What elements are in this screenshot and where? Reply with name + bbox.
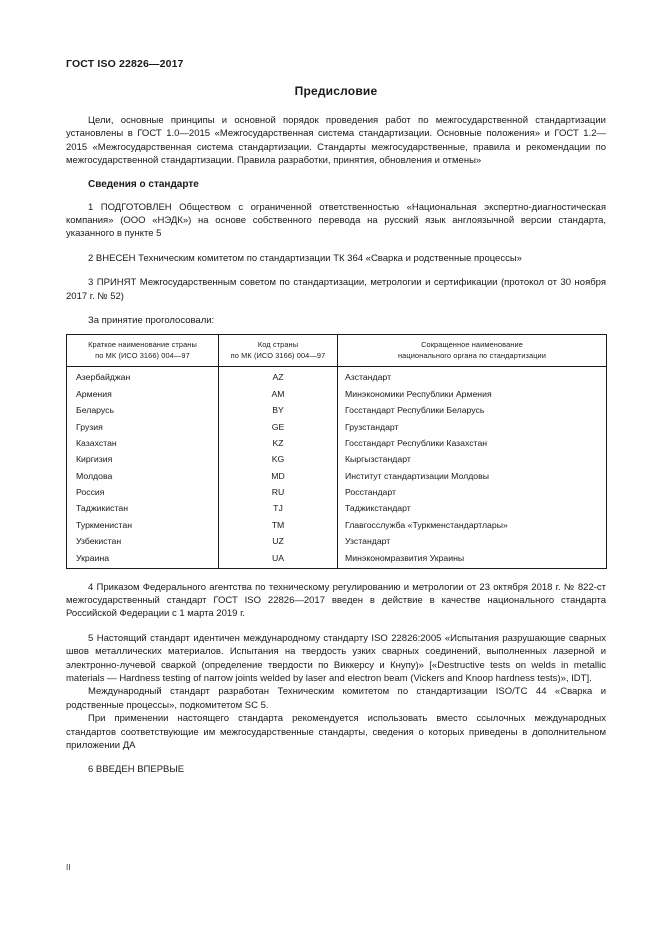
- cell-country-code: BY: [219, 402, 338, 418]
- page-number: II: [66, 862, 71, 872]
- table-row: [67, 418, 607, 434]
- cell-national-body: Госстандарт Республики Казахстан: [338, 435, 607, 451]
- table-header-row: [67, 335, 607, 367]
- cell-country-code: TM: [219, 517, 338, 533]
- page-content: [66, 84, 606, 788]
- cell-country-code: UZ: [219, 533, 338, 549]
- column-header-body-line2: национального органа по стандартизации: [397, 350, 547, 360]
- column-header-country-line1: Краткое наименование страны: [88, 340, 197, 350]
- cell-country: Грузия: [67, 418, 219, 434]
- cell-country: Азербайджан: [67, 367, 219, 386]
- cell-country-code: KZ: [219, 435, 338, 451]
- cell-country: Узбекистан: [67, 533, 219, 549]
- page-title: Предисловие: [294, 84, 378, 98]
- cell-national-body: Госстандарт Республики Беларусь: [338, 402, 607, 418]
- vote-table-head: [67, 335, 607, 367]
- cell-country-code: RU: [219, 484, 338, 500]
- table-row: [67, 533, 607, 549]
- vote-table-container: [66, 334, 606, 568]
- cell-national-body: Грузстандарт: [338, 418, 607, 434]
- table-row: [67, 468, 607, 484]
- cell-national-body: Институт стандартизации Молдовы: [338, 468, 607, 484]
- table-row: [67, 367, 607, 386]
- cell-national-body: Росстандарт: [338, 484, 607, 500]
- column-header-code: [219, 335, 338, 367]
- cell-country: Россия: [67, 484, 219, 500]
- table-row: [67, 549, 607, 568]
- cell-country: Киргизия: [67, 451, 219, 467]
- table-row: [67, 386, 607, 402]
- foreword-item-1: 1 ПОДГОТОВЛЕН Обществом с ограниченной ответственностью «Национальная экспертно-диагностическая компания» (ООО «НЭДК») на основе собственного перевода на русский язык англоязычной версии стандарта, указанного в пункте 5: [66, 201, 606, 240]
- standard-info-heading: Сведения о стандарте: [88, 178, 199, 190]
- column-header-code-line2: по МК (ИСО 3166) 004—97: [230, 350, 326, 360]
- foreword-item-5-note-2: При применении настоящего стандарта рекомендуется использовать вместо ссылочных международных стандартов соответствующие им межгосударственные стандарты, сведения о которых приведены в дополнительном приложении ДА: [66, 713, 606, 752]
- cell-country-code: AM: [219, 386, 338, 402]
- column-header-body: [338, 335, 607, 367]
- cell-country-code: MD: [219, 468, 338, 484]
- foreword-intro-paragraph: Цели, основные принципы и основной порядок проведения работ по межгосударственной стандартизации установлены в ГОСТ 1.0—2015 «Межгосударственная система стандартизации. Основные положения» и ГОСТ 1.2—2015 «Межгосударственная система стандартизации. Стандарты межгосударственные, правила и рекомендации по межгосударственной стандартизации. Правила разработки, принятия, обновления и отмены»: [66, 115, 606, 167]
- foreword-item-4: 4 Приказом Федерального агентства по техническому регулированию и метрологии от 23 октября 2018 г. № 822-ст межгосударственный стандарт ГОСТ ISO 22826—2017 введен в действие в качестве национального стандарта Российской Федерации с 1 марта 2019 г.: [66, 581, 606, 620]
- column-header-country: [67, 335, 219, 367]
- cell-country-code: UA: [219, 549, 338, 568]
- table-row: [67, 517, 607, 533]
- column-header-body-line1: Сокращенное наименование: [421, 340, 523, 350]
- table-row: [67, 500, 607, 516]
- foreword-item-6: 6 ВВЕДЕН ВПЕРВЫЕ: [88, 764, 185, 776]
- cell-country: Украина: [67, 549, 219, 568]
- cell-country-code: AZ: [219, 367, 338, 386]
- vote-intro-text: За принятие проголосовали:: [88, 315, 215, 327]
- foreword-item-5: 5 Настоящий стандарт идентичен международному стандарту ISO 22826:2005 «Испытания разрушающие сварных швов металлических материалов. Испытания на твердость узких сварных соединений, выполненных лазерной и электронно-лучевой сваркой (определение твердости по Виккерсу и Кнупу)» [«Destructive tests on welds in metallic materials — Hardness testing of narrow joints welded by laser and electron beam (Vickers and Knoop hardness tests)», IDT].: [66, 632, 606, 685]
- table-row: [67, 435, 607, 451]
- column-header-code-line1: Код страны: [257, 340, 299, 350]
- cell-national-body: Кыргызстандарт: [338, 451, 607, 467]
- table-row: [67, 484, 607, 500]
- cell-country: Молдова: [67, 468, 219, 484]
- foreword-item-3: 3 ПРИНЯТ Межгосударственным советом по стандартизации, метрологии и сертификации (протокол от 30 ноября 2017 г. № 52): [66, 277, 606, 302]
- cell-national-body: Минэкономики Республики Армения: [338, 386, 607, 402]
- cell-country: Казахстан: [67, 435, 219, 451]
- cell-country: Туркменистан: [67, 517, 219, 533]
- cell-national-body: Главгосслужба «Туркменстандартлары»: [338, 517, 607, 533]
- cell-country: Армения: [67, 386, 219, 402]
- vote-table: [66, 334, 607, 568]
- cell-national-body: Азстандарт: [338, 367, 607, 386]
- column-header-country-line2: по МК (ИСО 3166) 004—97: [95, 350, 190, 360]
- cell-country-code: TJ: [219, 500, 338, 516]
- table-row: [67, 451, 607, 467]
- vote-table-body: [67, 367, 607, 568]
- cell-country: Таджикистан: [67, 500, 219, 516]
- foreword-item-5-note-1: Международный стандарт разработан Техническим комитетом по стандартизации ISO/TC 44 «Сварка и родственные процессы», подкомитетом SC 5.: [66, 686, 606, 711]
- table-row: [67, 402, 607, 418]
- running-head: ГОСТ ISO 22826—2017: [66, 58, 184, 70]
- cell-national-body: Таджикстандарт: [338, 500, 607, 516]
- cell-country: Беларусь: [67, 402, 219, 418]
- foreword-item-2: 2 ВНЕСЕН Техническим комитетом по стандартизации ТК 364 «Сварка и родственные процессы»: [88, 252, 522, 264]
- cell-national-body: Узстандарт: [338, 533, 607, 549]
- cell-country-code: KG: [219, 451, 338, 467]
- cell-country-code: GE: [219, 418, 338, 434]
- cell-national-body: Минэкономразвития Украины: [338, 549, 607, 568]
